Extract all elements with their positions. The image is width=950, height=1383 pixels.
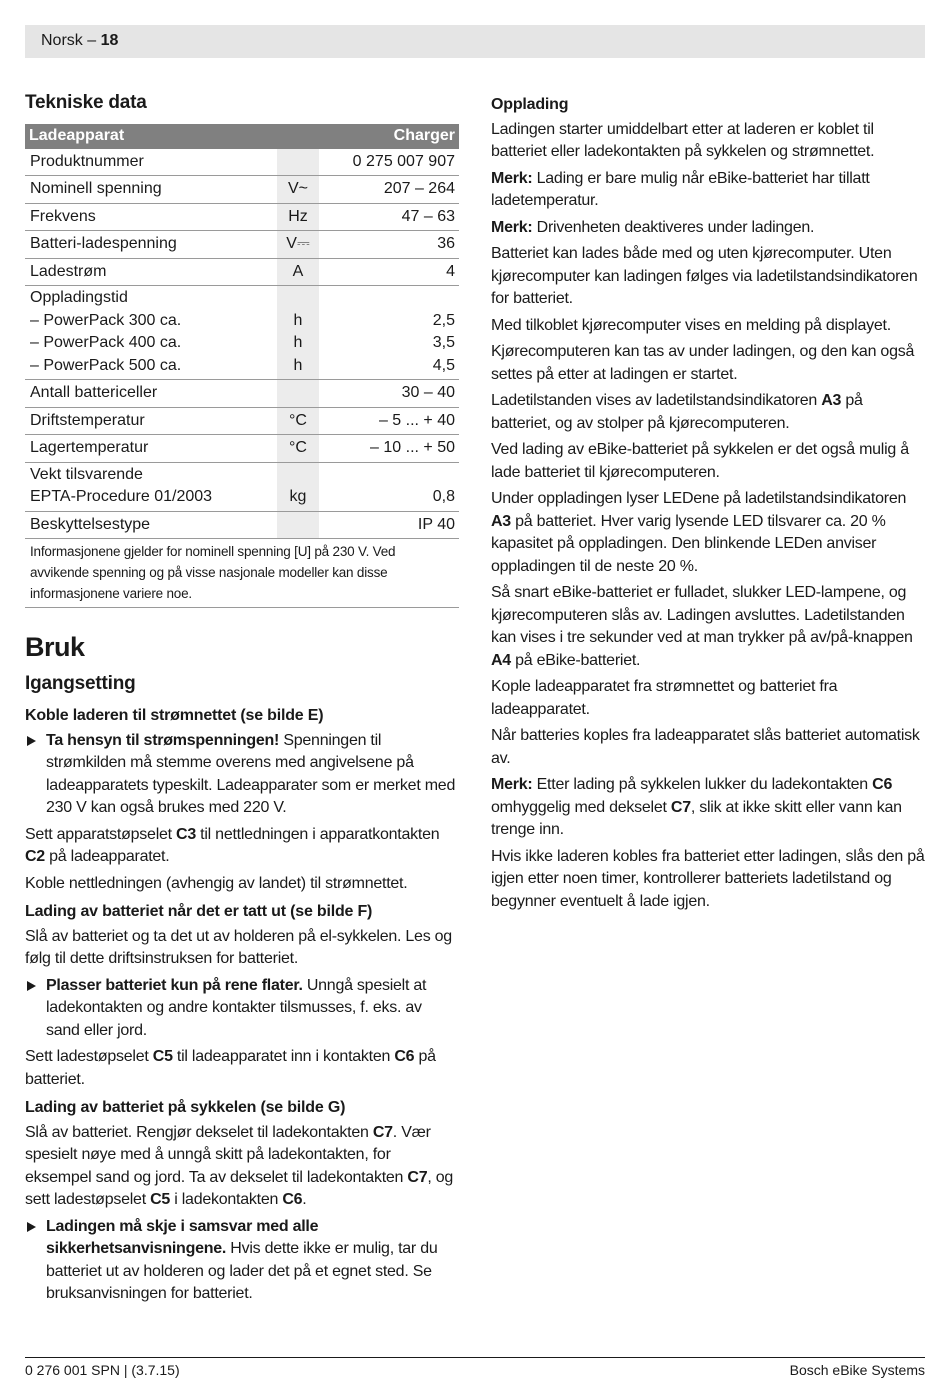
- page-number: 18: [100, 32, 119, 49]
- table-header-device: Ladeapparat: [25, 124, 319, 149]
- paragraph: Sett apparatstøpselet C3 til nettledningen i apparatkontakten C2 på ladeapparatet.: [25, 825, 440, 865]
- table-row: Frekvens Hz 47 – 63: [25, 203, 459, 231]
- paragraph: Hvis ikke laderen kobles fra batteriet etter ladingen, slås den på igjen etter noen timer, kontrollerer batteriets ladetilstand og begynner eventuelt å lade igjen.: [491, 847, 925, 910]
- safety-warning: Ladingen må skje i samsvar med alle sikkerhetsanvisningene. Hvis dette ikke er mulig, tar du batteriet ut av holderen og lader det på et egnet sted. Se bruksanvisningen for batteriet.: [25, 1216, 459, 1306]
- tech-data-heading: Tekniske data: [25, 92, 147, 113]
- paragraph: Ved lading av eBike-batteriet på sykkelen er det også mulig å lade batteriet til kjørecomputeren.: [491, 441, 909, 481]
- note-paragraph: Merk: Etter lading på sykkelen lukker du ladekontakten C6 omhyggelig med dekselet C7, slik at ikke skitt eller vann kan trenge inn.: [491, 776, 902, 838]
- table-row: Nominell spenning V~ 207 – 264: [25, 176, 459, 204]
- tech-data-table: [25, 124, 459, 540]
- bullet-triangle-icon: [27, 736, 36, 746]
- table-row: Batteri-ladespenning V⎓ 36: [25, 231, 459, 259]
- paragraph: Batteriet kan lades både med og uten kjørecomputer. Uten kjørecomputer kan ladingen følges via ladetilstandsindikatoren for batteriet.: [491, 245, 918, 307]
- table-row-charge-time: Oppladingstid – PowerPack 300 ca. – PowerPack 400 ca. – PowerPack 500 ca. h h h 2,5 3,5 4,5: [25, 286, 459, 380]
- bullet-triangle-icon: [27, 1222, 36, 1232]
- table-header-charger: Charger: [319, 124, 459, 149]
- paragraph: Ladingen starter umiddelbart etter at laderen er koblet til batteriet eller ladekontakten på sykkelen og strømnettet.: [491, 120, 875, 160]
- paragraph: Kople ladeapparatet fra strømnettet og batteriet fra ladeapparatet.: [491, 678, 838, 718]
- note-paragraph: Merk: Lading er bare mulig når eBike-batteriet har tillatt ladetemperatur.: [491, 169, 870, 209]
- footer-divider: [25, 1357, 925, 1358]
- footer-brand: Bosch eBike Systems: [789, 1362, 925, 1378]
- paragraph: Slå av batteriet. Rengjør dekselet til ladekontakten C7. Vær spesielt nøye med å unngå skitt på ladekontakten, for eksempel sand og jord. Ta av dekselet til ladekontakten C7, og sett ladestøpselet C5 i ladekontakten C6.: [25, 1123, 454, 1208]
- connect-charger-heading: Koble laderen til strømnettet (se bilde E): [25, 707, 324, 724]
- paragraph: Kjørecomputeren kan tas av under ladingen, og den kan også settes på etter at ladingen er startet.: [491, 343, 915, 383]
- table-row: Beskyttelsestype IP 40: [25, 511, 459, 539]
- table-row: Driftstemperatur °C – 5 ... + 40: [25, 407, 459, 435]
- clean-surface-warning: Plasser batteriet kun på rene flater. Unngå spesielt at ladekontakten og andre kontakter tilsmusses, f. eks. av sand eller jord.: [25, 975, 459, 1043]
- page-header-text: Norsk – 18: [41, 32, 119, 49]
- paragraph: Koble nettledningen (avhengig av landet) til strømnettet.: [25, 874, 408, 892]
- paragraph: Slå av batteriet og ta det ut av holderen på el-sykkelen. Les og følg til dette driftsinstruksen for batteriet.: [25, 927, 452, 967]
- paragraph: Så snart eBike-batteriet er fulladet, slukker LED-lampene, og kjørecomputeren slås av. Ladingen avsluttes. Ladetilstanden kan vises i tre sekunder ved at man trykker på av/på-knappen A4 på eBike-batteriet.: [491, 584, 913, 669]
- page-header: [25, 25, 925, 58]
- table-row: Produktnummer 0 275 007 907: [25, 149, 459, 176]
- bike-battery-heading: Lading av batteriet på sykkelen (se bilde G): [25, 1099, 346, 1116]
- paragraph: Når batteries koples fra ladeapparatet slås batteriet automatisk av.: [491, 727, 920, 767]
- left-column: [25, 92, 459, 1310]
- table-row: Lagertemperatur °C – 10 ... + 50: [25, 435, 459, 463]
- table-row: Ladestrøm A 4: [25, 258, 459, 286]
- paragraph: Med tilkoblet kjørecomputer vises en melding på displayet.: [491, 316, 891, 334]
- paragraph: Sett ladestøpselet C5 til ladeapparatet inn i kontakten C6 på batteriet.: [25, 1048, 436, 1088]
- voltage-warning: Ta hensyn til strømspenningen! Spenningen til strømkilden må stemme overens med angivelsene på ladeapparatets typeskilt. Ladeapparater som er merket med 230 V kan også brukes med 220 V.: [25, 730, 459, 820]
- removed-battery-heading: Lading av batteriet når det er tatt ut (se bilde F): [25, 903, 373, 920]
- right-column: [491, 94, 925, 917]
- usage-heading: Bruk: [25, 632, 85, 662]
- bullet-triangle-icon: [27, 981, 36, 991]
- paragraph: Under oppladingen lyser LEDene på ladetilstandsindikatoren A3 på batteriet. Hver varig lysende LED tilsvarer ca. 20 % kapasitet på oppladingen. Den blinkende LEDen anviser oppladingen til de neste 20 %.: [491, 490, 907, 575]
- table-row-weight: Vekt tilsvarende EPTA-Procedure 01/2003 kg 0,8: [25, 462, 459, 511]
- table-row: Antall battericeller 30 – 40: [25, 380, 459, 408]
- startup-heading: Igangsetting: [25, 672, 136, 694]
- charging-heading: Opplading: [491, 96, 569, 113]
- footer-doc-id: 0 276 001 SPN | (3.7.15): [25, 1362, 180, 1378]
- note-paragraph: Merk: Drivenheten deaktiveres under ladingen.: [491, 218, 815, 236]
- table-header-row: [25, 124, 459, 149]
- paragraph: Ladetilstanden vises av ladetilstandsindikatoren A3 på batteriet, og av stolper på kjørecomputeren.: [491, 392, 863, 432]
- table-footnote: Informasjonene gjelder for nominell spenning [U] på 230 V. Ved avvikende spenning og på visse nasjonale modeller kan disse informasjonene variere noe.: [25, 539, 459, 608]
